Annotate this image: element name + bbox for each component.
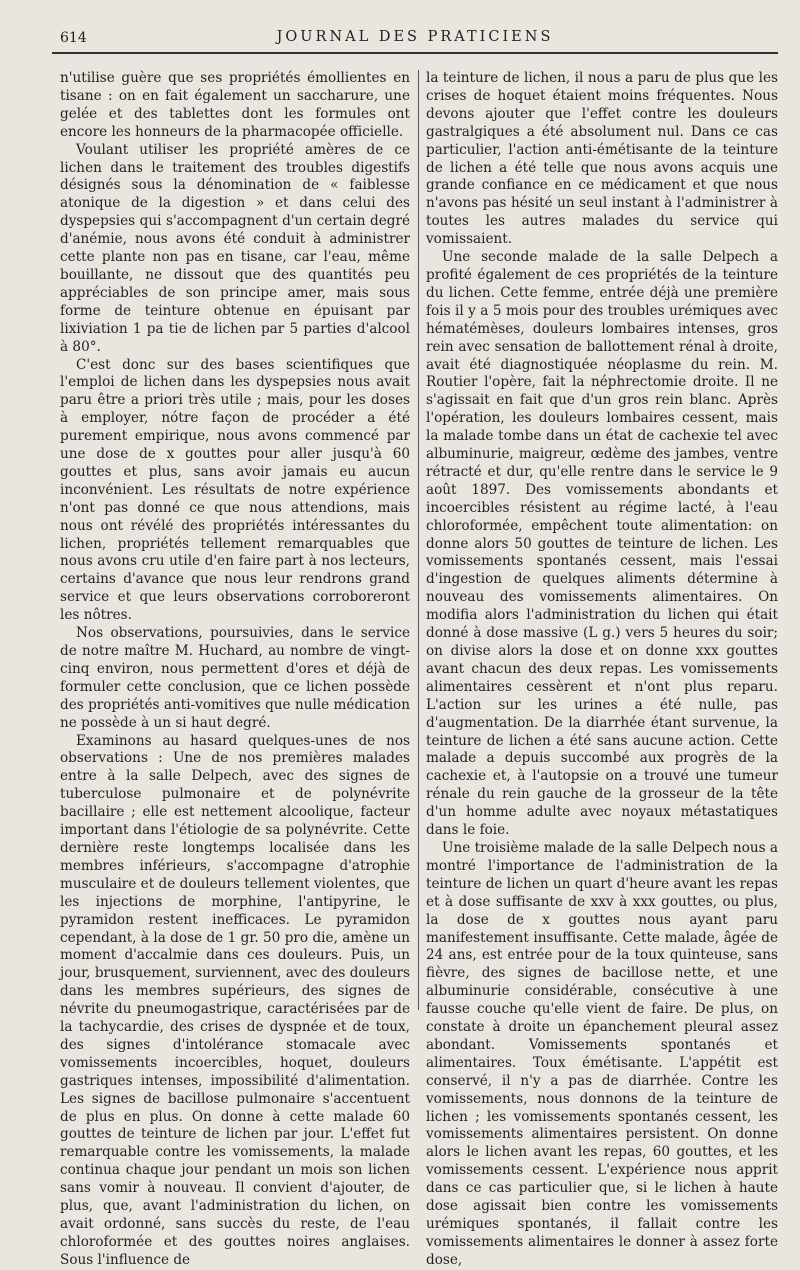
header-rule bbox=[52, 52, 778, 54]
paragraph: Examinons au hasard quelques-unes de nos observations : Une de nos premières malades entre à la salle Delpech, avec des signes de tuberculose pulmonaire et de polynévrite bacillaire ; elle est nettement alcoolique, facteur important dans l'étiologie de sa polynévrite. Cette dernière reste longtemps localisée dans les membres inférieurs, s'accompagne d'atrophie musculaire et de douleurs tellement violentes, que les injections de morphine, l'antipyrine, le pyramidon restent inefficaces. Le pyramidon cependant, à la dose de 1 gr. 50 pro die, amène un moment d'accalmie dans ces douleurs. Puis, un jour, brusquement, surviennent, avec des douleurs dans les membres supérieurs, des signes de névrite du pneumogastrique, caractérisées par de la tachycardie, des crises de dyspnée et de toux, des signes d'intolérance stomacale avec vomissements incoercibles, hoquet, douleurs gastriques intenses, impossibilité d'alimentation. Les signes de bacillose pulmonaire s'accentuent de plus en plus. On donne à cette malade 60 gouttes de teinture de lichen par jour. L'effet fut remarquable contre les vomissements, la malade continua chaque jour pendant un mois son lichen sans vomir à nouveau. Il convient d'ajouter, de plus, que, avant l'administration du lichen, on avait ordonné, sans succès du reste, de l'eau chloroformée et des gouttes noires anglaises. Sous l'influence de bbox=[60, 732, 410, 1268]
right-column bbox=[426, 70, 778, 1270]
paragraph: Une troisième malade de la salle Delpech nous a montré l'importance de l'administration de la teinture de lichen un quart d'heure avant les repas et à dose suffisante de xxv à xxx gouttes, ou plus, la dose de x gouttes nous ayant paru manifestement insuffisante. Cette malade, âgée de 24 ans, est entrée pour de la toux quinteuse, sans fièvre, des signes de bacillose nette, et une albuminurie considérable, consécutive à une fausse couche qu'elle vient de faire. De plus, on constate à droite un épanchement pleural assez abondant. Vomissements spontanés et alimentaires. Toux émétisante. L'appétit est conservé, il n'y a pas de diarrhée. Contre les vomissements, nous donnons de la teinture de lichen ; les vomissements spontanés cessent, les vomissements alimentaires persistent. On donne alors le lichen avant les repas, 60 gouttes, et les vomissements cessent. L'expérience nous apprit dans ce cas particulier que, si le lichen à haute dose agissait bien contre les vomissements urémiques spontanés, il fallait contre les vomissements alimentaires le donner à assez forte dose, bbox=[426, 839, 779, 1268]
column-divider bbox=[418, 70, 419, 1010]
paragraph: Nos observations, poursuivies, dans le service de notre maître M. Huchard, au nombre de vingt-cinq environ, nous permettent d'ores et déjà de formuler cette conclusion, que ce lichen possède des propriétés anti-vomitives que nulle médication ne possède à un si haut degré. bbox=[60, 625, 410, 731]
paragraph: la teinture de lichen, il nous a paru de plus que les crises de hoquet étaient moins fréquentes. Nous devons ajouter que l'effet contre les douleurs gastralgiques a été absolument nul. Dans ce cas particulier, l'action anti-émétisante de la teinture de lichen a été telle que nous avons acquis une grande confiance en ce médicament et que nous n'avons pas hésité un seul instant à l'administrer à toutes les autres malades du service qui vomissaient. bbox=[426, 70, 778, 248]
running-header bbox=[52, 24, 778, 52]
journal-title: JOURNAL DES PRATICIENS bbox=[276, 29, 554, 45]
paragraph: Voulant utiliser les propriété amères de ce lichen dans le traitement des troubles digestifs désignés sous la dénomination de « faiblesse atonique de la digestion » et dans celui des dyspepsies qui s'accompagnent d'un certain degré d'anémie, nous avons été conduit à administrer cette plante non pas en tisane, car l'eau, même bouillante, ne dissout que des quantités peu appréciables de son principe amer, mais sous forme de teinture obtenue en épuisant par lixiviation 1 pa tie de lichen par 5 parties d'alcool à 80°. bbox=[60, 141, 410, 355]
paragraph: C'est donc sur des bases scientifiques que l'emploi de lichen dans les dyspepsies nous avait paru être a priori très utile ; mais, pour les doses à employer, nótre façon de procéder a été purement empirique, nous avons commencé par une dose de x gouttes pour aller jusqu'à 60 gouttes et plus, sans avoir jamais eu aucun inconvénient. Les résultats de notre expérience n'ont pas donné ce que nous attendions, mais nous ont révélé des propriétés intéressantes du lichen, propriétés tellement remarquables que nous avons cru utile d'en faire part à nos lecteurs, certains d'avance que nous leur rendrons grand service et que leurs observations corroboreront les nôtres. bbox=[60, 356, 410, 624]
page-number: 614 bbox=[60, 30, 87, 46]
left-column bbox=[60, 70, 410, 1270]
paragraph: n'utilise guère que ses propriétés émollientes en tisane : on en fait également un saccharure, une gelée et des tablettes dont les formules ont encore les honneurs de la pharmacopée officielle. bbox=[60, 70, 410, 140]
paragraph: Une seconde malade de la salle Delpech a profité également de ces propriétés de la teinture du lichen. Cette femme, entrée déjà une première fois il y a 5 mois pour des troubles urémiques avec hématémèses, douleurs lombaires intenses, gros rein avec sensation de ballottement rénal à droite, avait été diagnostiquée néoplasme du rein. M. Routier l'opère, fait la néphrectomie droite. Il ne s'agissait en fait que d'un gros rein blanc. Après l'opération, les douleurs lombaires cessent, mais la malade tombe dans un état de cachexie tel avec albuminurie, maigreur, œdème des jambes, ventre rétracté et dur, qu'elle rentre dans le service le 9 août 1897. Des vomissements abondants et incoercibles résistent au régime lacté, à l'eau chloroformée, empêchent toute alimentation: on donne alors 50 gouttes de teinture de lichen. Les vomissements spontanés cessent, mais l'essai d'ingestion de quelques aliments détermine à nouveau des vomissements alimentaires. On modifia alors l'administration du lichen qui était donné à dose massive (L g.) vers 5 heures du soir; on divise alors la dose et on donne xxx gouttes avant chacun des deux repas. Les vomissements alimentaires cessèrent et n'ont plus reparu. L'action sur les urines a été nulle, pas d'augmentation. De la diarrhée étant survenue, la teinture de lichen a été sans aucune action. Cette malade a depuis succombé aux progrès de la cachexie et, à l'autopsie on a trouvé une tumeur rénale du rein gauche de la grosseur de la tête d'un homme adulte avec noyaux métastatiques dans le foie. bbox=[426, 249, 778, 839]
